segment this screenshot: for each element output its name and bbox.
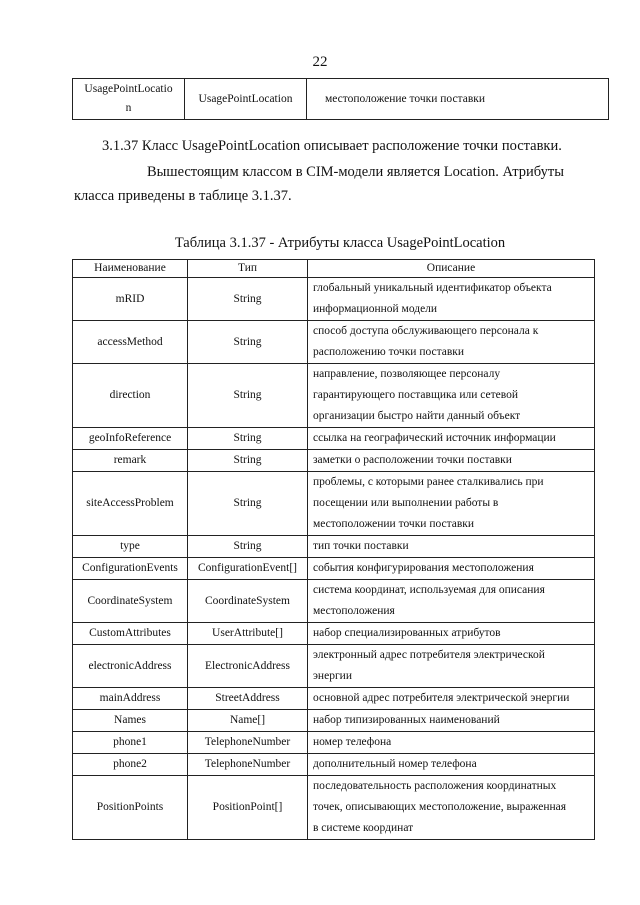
description-line: набор специализированных атрибутов (313, 627, 501, 639)
description-line: проблемы, с которыми ранее сталкивались при (313, 476, 544, 488)
table-row (73, 710, 595, 732)
top-row-name (73, 79, 185, 120)
description-line: информационной модели (313, 303, 438, 315)
table-row (73, 278, 595, 321)
description-line: в системе координат (313, 822, 414, 834)
description-line: заметки о расположении точки поставки (313, 454, 512, 466)
attribute-type: CoordinateSystem (188, 580, 308, 623)
table-row (73, 580, 595, 623)
description-line: расположению точки поставки (313, 346, 465, 358)
attribute-description (308, 688, 595, 710)
description-line: набор типизированных наименований (313, 714, 500, 726)
description-line: электронный адрес потребителя электрической (313, 649, 545, 661)
attribute-type: UserAttribute[] (188, 623, 308, 645)
description-line: ссылка на географический источник информации (313, 432, 556, 444)
table-row (73, 623, 595, 645)
attribute-name: direction (73, 364, 188, 428)
table-row (73, 558, 595, 580)
attribute-name: CustomAttributes (73, 623, 188, 645)
attribute-name: geoInfoReference (73, 428, 188, 450)
attribute-name: type (73, 536, 188, 558)
description-line: точек, описывающих местоположение, выраженная (313, 801, 567, 813)
table-row (73, 321, 595, 364)
description-line: события конфигурирования местоположения (313, 562, 534, 574)
attribute-type: String (188, 428, 308, 450)
attribute-name: mRID (73, 278, 188, 321)
attribute-name: ConfigurationEvents (73, 558, 188, 580)
attribute-name: CoordinateSystem (73, 580, 188, 623)
attribute-type: String (188, 364, 308, 428)
attribute-name: PositionPoints (73, 776, 188, 840)
attribute-type: Name[] (188, 710, 308, 732)
attribute-type: TelephoneNumber (188, 754, 308, 776)
table-header-row (73, 260, 595, 278)
attribute-description (308, 580, 595, 623)
table-row (73, 688, 595, 710)
description-line: направление, позволяющее персоналу (313, 368, 501, 380)
attribute-type: String (188, 450, 308, 472)
attribute-description (308, 710, 595, 732)
attribute-name: phone2 (73, 754, 188, 776)
table-caption: Таблица 3.1.37 - Атрибуты класса UsagePointLocation (174, 235, 506, 251)
table-body (73, 278, 595, 840)
attribute-description (308, 776, 595, 840)
attribute-type: ConfigurationEvent[] (188, 558, 308, 580)
attribute-description (308, 536, 595, 558)
table-row (73, 645, 595, 688)
table-row (73, 732, 595, 754)
attribute-type: ElectronicAddress (188, 645, 308, 688)
section-paragraph-2: Вышестоящим классом в CIM-модели является Location. Атрибуты (147, 164, 564, 180)
attribute-type: String (188, 472, 308, 536)
header-description: Описание (308, 260, 595, 278)
attribute-description (308, 450, 595, 472)
attribute-type: PositionPoint[] (188, 776, 308, 840)
attribute-description (308, 645, 595, 688)
attribute-type: StreetAddress (188, 688, 308, 710)
attribute-name: electronicAddress (73, 645, 188, 688)
attributes-table (72, 259, 595, 840)
section-paragraph-1: 3.1.37 Класс UsagePointLocation описывает расположение точки поставки. (102, 138, 562, 154)
table-row (73, 450, 595, 472)
attribute-description (308, 472, 595, 536)
attribute-name: phone1 (73, 732, 188, 754)
attribute-description (308, 732, 595, 754)
description-line: гарантирующего поставщика или сетевой (313, 389, 519, 401)
header-name: Наименование (73, 260, 188, 278)
continued-table-row (72, 78, 609, 120)
top-row-name-part2: n (125, 102, 132, 114)
attribute-name: Names (73, 710, 188, 732)
table-row (73, 536, 595, 558)
top-row-description: местоположение точки поставки (307, 79, 609, 120)
description-line: местоположении точки поставки (313, 518, 475, 530)
description-line: местоположения (313, 605, 395, 617)
attribute-name: mainAddress (73, 688, 188, 710)
attribute-description (308, 623, 595, 645)
description-line: номер телефона (313, 736, 392, 748)
attribute-description (308, 428, 595, 450)
header-type: Тип (188, 260, 308, 278)
attribute-type: String (188, 321, 308, 364)
attribute-type: String (188, 278, 308, 321)
description-line: система координат, используемая для описания (313, 584, 545, 596)
table-row (73, 776, 595, 840)
description-line: способ доступа обслуживающего персонала к (313, 325, 539, 337)
attribute-description (308, 321, 595, 364)
attribute-description (308, 558, 595, 580)
attribute-name: siteAccessProblem (73, 472, 188, 536)
description-line: дополнительный номер телефона (313, 758, 477, 770)
attribute-description (308, 278, 595, 321)
attribute-name: remark (73, 450, 188, 472)
description-line: глобальный уникальный идентификатор объекта (313, 282, 552, 294)
attribute-description (308, 754, 595, 776)
attribute-description (308, 364, 595, 428)
attribute-type: TelephoneNumber (188, 732, 308, 754)
description-line: посещении или выполнении работы в (313, 497, 499, 509)
attribute-name: accessMethod (73, 321, 188, 364)
attribute-type: String (188, 536, 308, 558)
description-line: организации быстро найти данный объект (313, 410, 521, 422)
description-line: тип точки поставки (313, 540, 409, 552)
section-paragraph-3: класса приведены в таблице 3.1.37. (74, 188, 292, 204)
description-line: основной адрес потребителя электрической энергии (313, 692, 570, 704)
table-row (73, 364, 595, 428)
top-row-name-part1: UsagePointLocatio (84, 83, 173, 95)
table-row (73, 428, 595, 450)
description-line: энергии (313, 670, 352, 682)
table-row (73, 472, 595, 536)
description-line: последовательность расположения координатных (313, 780, 557, 792)
table-row (73, 754, 595, 776)
top-row-type: UsagePointLocation (185, 79, 307, 120)
page-number: 22 (312, 54, 328, 70)
